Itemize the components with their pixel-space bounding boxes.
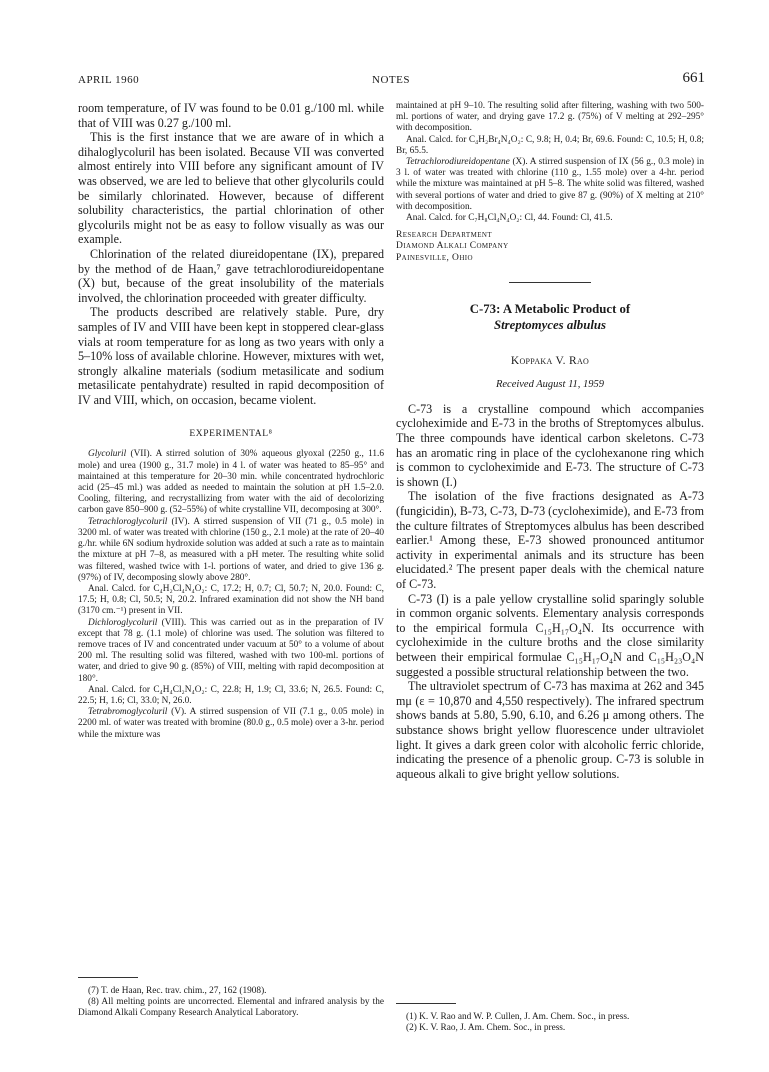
analysis-paragraph bbox=[78, 584, 384, 618]
received-date: Received August 11, 1959 bbox=[495, 378, 605, 390]
footnote: (7) T. de Haan, Rec. trav. chim., 27, 162 (1908). bbox=[88, 986, 267, 996]
affiliation-line: Diamond Alkali Company bbox=[396, 241, 509, 252]
compound-name: Tetrachlorodiureidopentane bbox=[406, 157, 510, 168]
right-column bbox=[396, 101, 704, 781]
compound-name: Tetrabromoglycoluril bbox=[88, 707, 168, 718]
experimental-text: (VII). A stirred solution of 30% aqueous glyoxal (2250 g., 11.6 mole) and urea (1900 g., 31.7 mole) in 4 l. of water was heated to 85–95° and maintained at this temperature for 20–30 min. while concentrated hydrochloric acid (25–45 ml.) was added as needed to maintain the solution at pH 1.5–2.0. Cooling, filtering, and recrystallizing from water with the aid of decolorizing carbon gave 850–900 g. (52–55%) of white crystalline VII, decomposing at 300°. bbox=[78, 449, 384, 516]
footnote-rule bbox=[78, 977, 138, 978]
experimental-text: (VIII). This was carried out as in the preparation of IV except that 78 g. (1.1 mole) of chlorine was used. The solution was filtered to remove traces of IV and concentrated under vacuum at 50° to a volume of about 200 ml. The resulting solid was filtered, washed with two 100-ml. portions of water, and dried to give 90 g. (85%) of VIII, melting with rapid decomposition at 180°. bbox=[78, 617, 384, 684]
paragraph: The products described are relatively stable. Pure, dry samples of IV and VIII have been kept in stoppered clear-glass vials at room temperature for as long as two years with only a 5–10% loss of available chlorine. However, mixtures with wet, strongly alkaline materials (sodium metasilicate and sodium metasilicate pentahydrate) resulted in rapid decomposition of IV and VIII, which, on occasion, became violent. bbox=[78, 305, 384, 407]
footnote: (1) K. V. Rao and W. P. Cullen, J. Am. Chem. Soc., in press. bbox=[406, 1012, 630, 1022]
paragraph: room temperature, of IV was found to be 0.01 g./100 ml. while that of VIII was 0.27 g./100 ml. bbox=[78, 101, 384, 130]
experimental-text: Anal. Calcd. for C₄H₂Br₄N₄O₂: C, 9.8; H, 0.4; Br, 69.6. Found: C, 10.5; H, 0.8; Br, 65.5. bbox=[396, 134, 704, 156]
running-head-date: APRIL 1960 bbox=[78, 74, 140, 86]
running-head-section: NOTES bbox=[372, 74, 410, 86]
experimental-heading: EXPERIMENTAL⁸ bbox=[189, 429, 273, 440]
article-title bbox=[396, 301, 704, 333]
left-footnotes bbox=[78, 977, 384, 1020]
experimental-text: Anal. Calcd. for C₇H₈Cl₄N₄O₂: Cl, 44. Found: Cl, 41.5. bbox=[406, 213, 613, 224]
affiliation-line: Painesville, Ohio bbox=[396, 252, 473, 263]
paragraph: This is the first instance that we are aware of in which a dihaloglycoluril has been isolated. Because VII was converted almost entirely into VIII before any significant amount of IV was observed, we are led to believe that other glycolurils could be similarly chlorinated. However, because of different solubility characteristics, the partial chlorination of other glycolurils might not be as easy to follow visually as was our example. bbox=[78, 130, 384, 247]
author: Koppaka V. Rao bbox=[510, 354, 590, 367]
right-footnotes bbox=[396, 1003, 704, 1034]
experimental-text: (V). A stirred suspension of VII (7.1 g., 0.05 mole) in 2200 ml. of water was treated with bromine (80.0 g., 0.5 mole) over a 3-hr. period while the mixture was bbox=[78, 707, 384, 740]
experimental-paragraph bbox=[396, 157, 704, 213]
experimental-text: Anal. Calcd. for C₄H₂Cl₄N₄O₂: C, 17.2; H, 0.7; Cl, 50.7; N, 20.0. Found: C, 17.5; H, 0.8; Cl, 50.5; N, 20.2. Infrared examination did not show the NH band (3170 cm.⁻¹) present in VII. bbox=[78, 583, 384, 617]
affiliation bbox=[396, 230, 704, 264]
experimental-paragraph bbox=[78, 618, 384, 685]
paragraph: The isolation of the five fractions designated as A-73 (fungicidin), B-73, C-73, D-73 (cycloheximide), and E-73 from the culture filtrates of Streptomyces albulus has been described earlier.¹ Among these, E-73 showed pronounced antitumor activity in experimental animals and its structure has been elucidated.² The present paper deals with the chemical nature of C-73. bbox=[396, 489, 704, 591]
article-title-organism: Streptomyces albulus bbox=[494, 317, 606, 332]
section-divider bbox=[509, 282, 591, 283]
experimental-continued bbox=[396, 101, 704, 224]
analysis-paragraph bbox=[396, 213, 704, 224]
experimental-section bbox=[78, 449, 384, 740]
experimental-text: (X). A stirred suspension of IX (56 g., 0.3 mole) in 3 l. of water was treated with chlorine (110 g., 1.55 mole) over a 4-hr. period while the mixture was maintained at pH 5–8. The white solid was filtered, washed with several portions of water and dried to give 87 g. (90%) of X melting at 210° with decomposition. bbox=[396, 157, 704, 212]
affiliation-line: Research Department bbox=[396, 230, 493, 241]
compound-name: Dichloroglycoluril bbox=[88, 617, 158, 628]
experimental-text: (IV). A stirred suspension of VII (71 g., 0.5 mole) in 3200 ml. of water was treated with chlorine (150 g., 2.1 mole) at the rate of 20–40 g./hr. while 6N sodium hydroxide solution was added at such a rate as to maintain the mixture at pH 7–8, as measured with a pH meter. The resulting white solid was filtered, washed twice with 1-l. portions of water, and dried to give 136 g. (97%) of IV, decomposing slowly above 280°. bbox=[78, 516, 384, 583]
paragraph: Chlorination of the related diureidopentane (IX), prepared by the method of de Haan,⁷ gave tetrachlorodiureidopentane (X) but, because of the great insolubility of the materials involved, the chlorination proceeded with greater difficulty. bbox=[78, 246, 384, 305]
footnote: (8) All melting points are uncorrected. Elemental and infrared analysis by the Diamond Alkali Company Research Analytical Laboratory. bbox=[78, 997, 384, 1019]
footnote-rule bbox=[396, 1003, 456, 1004]
analysis-paragraph bbox=[396, 135, 704, 157]
experimental-paragraph bbox=[396, 101, 704, 135]
footnote: (2) K. V. Rao, J. Am. Chem. Soc., in press. bbox=[406, 1023, 566, 1034]
left-column bbox=[78, 101, 384, 741]
article-title-line: C-73: A Metabolic Product of bbox=[469, 301, 631, 316]
compound-name: Tetrachloroglycoluril bbox=[88, 516, 168, 527]
experimental-paragraph bbox=[78, 517, 384, 584]
page-number: 661 bbox=[682, 70, 705, 86]
paragraph: The ultraviolet spectrum of C-73 has maxima at 262 and 345 mμ (ε = 10,870 and 4,550 respectively). The infrared spectrum shows bands at 5.80, 5.90, 6.10, and 6.26 μ among others. The substance shows bright yellow fluorescence under ultraviolet light. It gives a dark green color with alcoholic ferric chloride, indicating the presence of a phenolic group. C-73 is soluble in aqueous alkali to give bright yellow solutions. bbox=[396, 679, 704, 781]
experimental-text: Anal. Calcd. for C₄H₄Cl₂N₄O₂: C, 22.8; H, 1.9; Cl, 33.6; N, 26.5. Found: C, 22.5; H, 1.6; Cl, 33.0; N, 26.0. bbox=[78, 684, 384, 706]
paragraph: C-73 (I) is a pale yellow crystalline solid sparingly soluble in common organic solvents. Elementary analysis corresponds to the empirical formula C₁₅H₁₇O₄N. Its occurrence with cycloheximide in the culture broths and the close similarity between their empirical formulae C₁₅H₁₇O₄N and C₁₅H₂₃O₄N suggested a possible structural relationship between the two. bbox=[396, 591, 704, 679]
paragraph: C-73 is a crystalline compound which accompanies cycloheximide and E-73 in the broths of Streptomyces albulus. The three compounds have identical carbon skeletons. C-73 has an aromatic ring in place of the cyclohexanone ring which is common to cycloheximide and E-73. The structure of C-73 is shown (I.) bbox=[396, 401, 704, 489]
experimental-paragraph bbox=[78, 707, 384, 741]
compound-name: Glycoluril bbox=[88, 449, 127, 460]
analysis-paragraph bbox=[78, 685, 384, 707]
experimental-paragraph bbox=[78, 449, 384, 516]
experimental-text: maintained at pH 9–10. The resulting solid after filtering, washing with two 500-ml. portions of water, and drying gave 17.2 g. (75%) of V melting at 292–295° with decomposition. bbox=[396, 101, 704, 134]
